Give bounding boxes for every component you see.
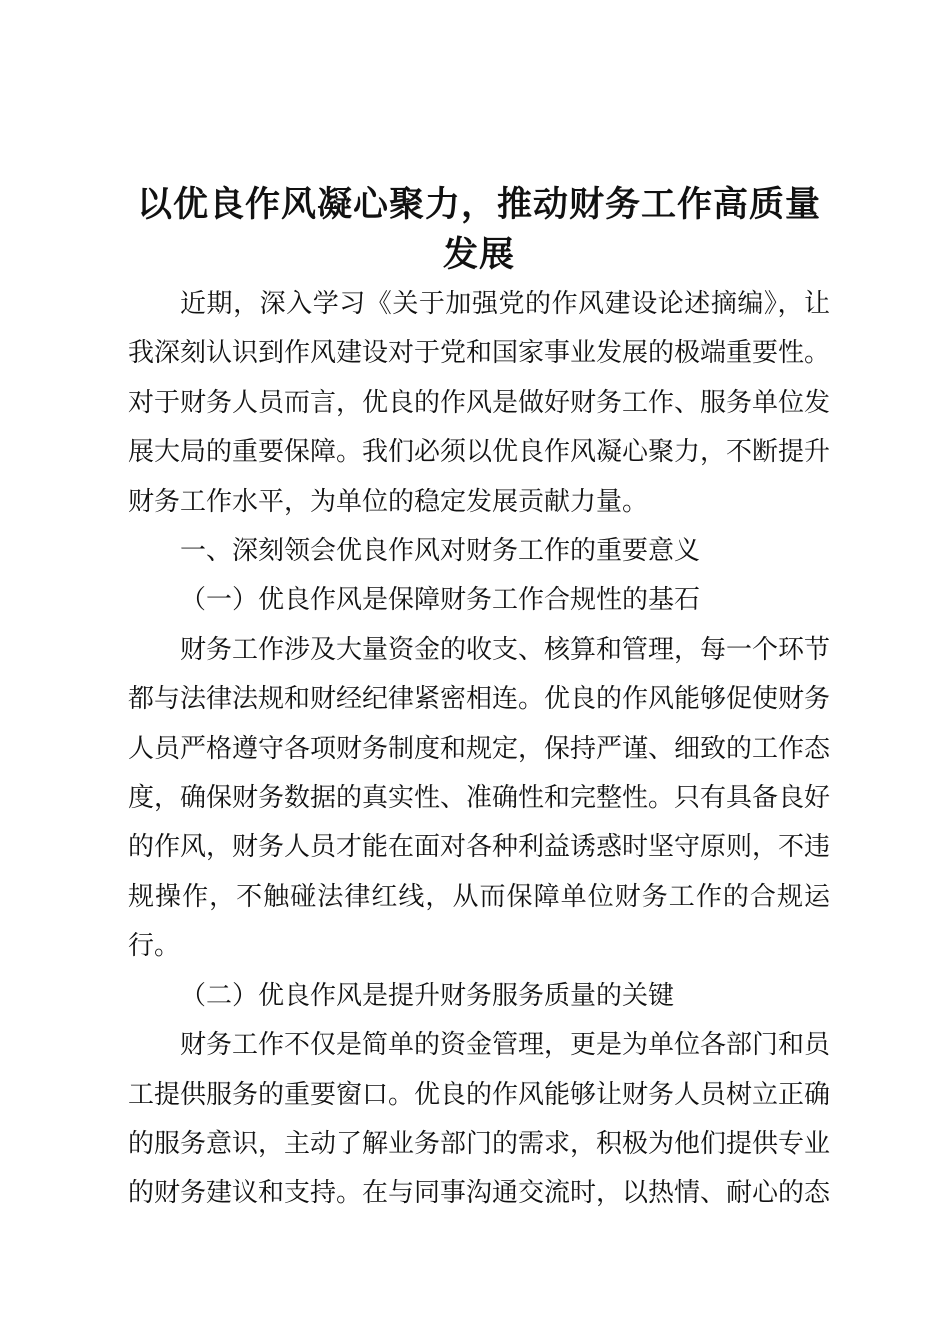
document-page — [128, 180, 830, 1219]
section-heading-1: 一、深刻领会优良作风对财务工作的重要意义 — [180, 536, 701, 567]
document-title: 以优良作风凝心聚力，推动财务工作高质量发展 — [136, 185, 821, 275]
subsection-heading-1-1: （一）优良作风是保障财务工作合规性的基石 — [180, 585, 701, 616]
paragraph-intro: 近期，深入学习《关于加强党的作风建设论述摘编》，让我深刻认识到作风建设对于党和国家事业发展的极端重要性。对于财务人员而言，优良的作风是做好财务工作、服务单位发展大局的重要保障。我们必须以优良作风凝心聚力，不断提升财务工作水平，为单位的稳定发展贡献力量。 — [128, 289, 831, 517]
paragraph-service: 财务工作不仅是简单的资金管理，更是为单位各部门和员工提供服务的重要窗口。优良的作风能够让财务人员树立正确的服务意识，主动了解业务部门的需求，积极为他们提供专业的财务建议和支持。在与同事沟通交流时，以热情、耐心的态 — [128, 1030, 831, 1209]
subsection-heading-1-2: （二）优良作风是提升财务服务质量的关键 — [180, 980, 675, 1011]
paragraph-compliance: 财务工作涉及大量资金的收支、核算和管理，每一个环节都与法律法规和财经纪律紧密相连。优良的作风能够促使财务人员严格遵守各项财务制度和规定，保持严谨、细致的工作态度，确保财务数据的真实性、准确性和完整性。只有具备良好的作风，财务人员才能在面对各种利益诱惑时坚守原则，不违规操作，不触碰法律红线，从而保障单位财务工作的合规运行。 — [128, 634, 831, 962]
